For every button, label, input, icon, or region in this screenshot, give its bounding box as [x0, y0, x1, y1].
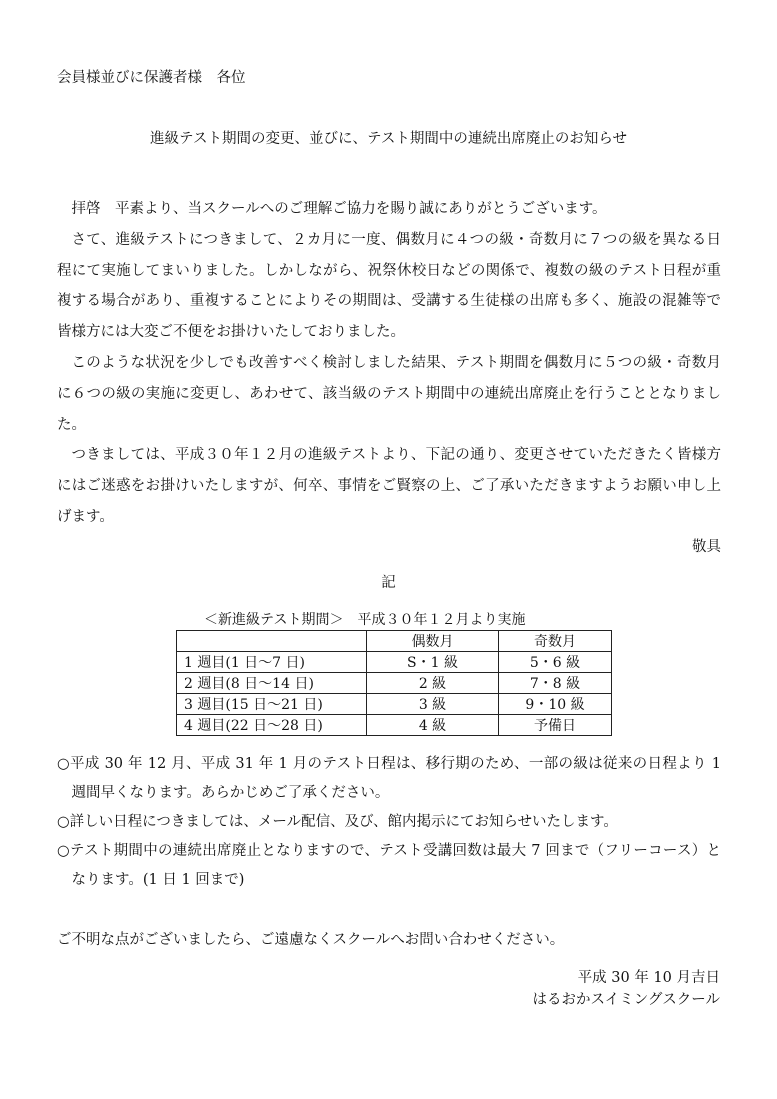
- table-header-cell: 奇数月: [499, 631, 612, 652]
- addressee: 会員様並びに保護者様 各位: [57, 70, 246, 86]
- table-cell: 3 級: [367, 694, 499, 715]
- table-header-cell: 偶数月: [367, 631, 499, 652]
- closing-salutation: 敬具: [692, 539, 721, 555]
- table-header-row: [177, 631, 612, 652]
- table-cell: 4 級: [367, 715, 499, 736]
- organization-name: はるおかスイミングスクール: [532, 992, 720, 1008]
- table-row: [177, 694, 612, 715]
- note-item: ○平成 30 年 12 月、平成 31 年 1 月のテスト日程は、移行期のため、一部の級は従来の日程より 1 週間早くなります。あらかじめご了承ください。: [57, 756, 721, 801]
- table-cell: S・1 級: [367, 652, 499, 673]
- schedule-table: [176, 630, 612, 736]
- body-paragraph: さて、進級テストにつきまして、２カ月に一度、偶数月に４つの級・奇数月に７つの級を異なる日程にて実施してまいりました。しかしながら、祝祭休校日などの関係で、複数の級のテスト日程が重複する場合があり、重複することによりその期間は、受講する生徒様の出席も多く、施設の混雑等で皆様方には大変ご不便をお掛けいたしておりました。: [57, 231, 721, 341]
- closing-remark: ご不明な点がございましたら、ご遠慮なくスクールへお問い合わせください。: [57, 932, 565, 948]
- table-caption: ＜新進級テスト期間＞ 平成３０年１２月より実施: [204, 612, 526, 628]
- table-cell: 予備日: [499, 715, 612, 736]
- ki-heading: 記: [381, 575, 396, 591]
- issue-date: 平成 30 年 10 月吉日: [577, 970, 720, 986]
- table-cell: 5・6 級: [499, 652, 612, 673]
- table-row: [177, 673, 612, 694]
- table-cell: 3 週目(15 日～21 日): [177, 694, 367, 715]
- table-row: [177, 652, 612, 673]
- table-cell: 7・8 級: [499, 673, 612, 694]
- note-item: ○テスト期間中の連続出席廃止となりますので、テスト受講回数は最大 7 回まで（フリーコース）となります。(1 日 1 回まで): [57, 843, 721, 888]
- body-paragraph: 拝啓 平素より、当スクールへのご理解ご協力を賜り誠にありがとうございます。: [71, 201, 607, 217]
- table-cell: 2 週目(8 日～14 日): [177, 673, 367, 694]
- table-cell: 2 級: [367, 673, 499, 694]
- document-title: 進級テスト期間の変更、並びに、テスト期間中の連続出席廃止のお知らせ: [150, 131, 627, 147]
- table-cell: 1 週目(1 日～7 日): [177, 652, 367, 673]
- notes-list: [57, 750, 721, 895]
- table-row: [177, 715, 612, 736]
- table-cell: 4 週目(22 日～28 日): [177, 715, 367, 736]
- letter-body: [57, 194, 721, 533]
- body-paragraph: このような状況を少しでも改善すべく検討しました結果、テスト期間を偶数月に５つの級・奇数月に６つの級の実施に変更し、あわせて、該当級のテスト期間中の連続出席廃止を行うこととなりました。: [57, 354, 721, 433]
- table-cell: 9・10 級: [499, 694, 612, 715]
- body-paragraph: つきましては、平成３０年１２月の進級テストより、下記の通り、変更させていただきたく皆様方にはご迷惑をお掛けいたしますが、何卒、事情をご賢察の上、ご了承いただきますようお願い申し上げます。: [57, 447, 721, 525]
- note-item: ○詳しい日程につきましては、メール配信、及び、館内掲示にてお知らせいたします。: [57, 814, 618, 830]
- table-header-cell: [177, 631, 367, 652]
